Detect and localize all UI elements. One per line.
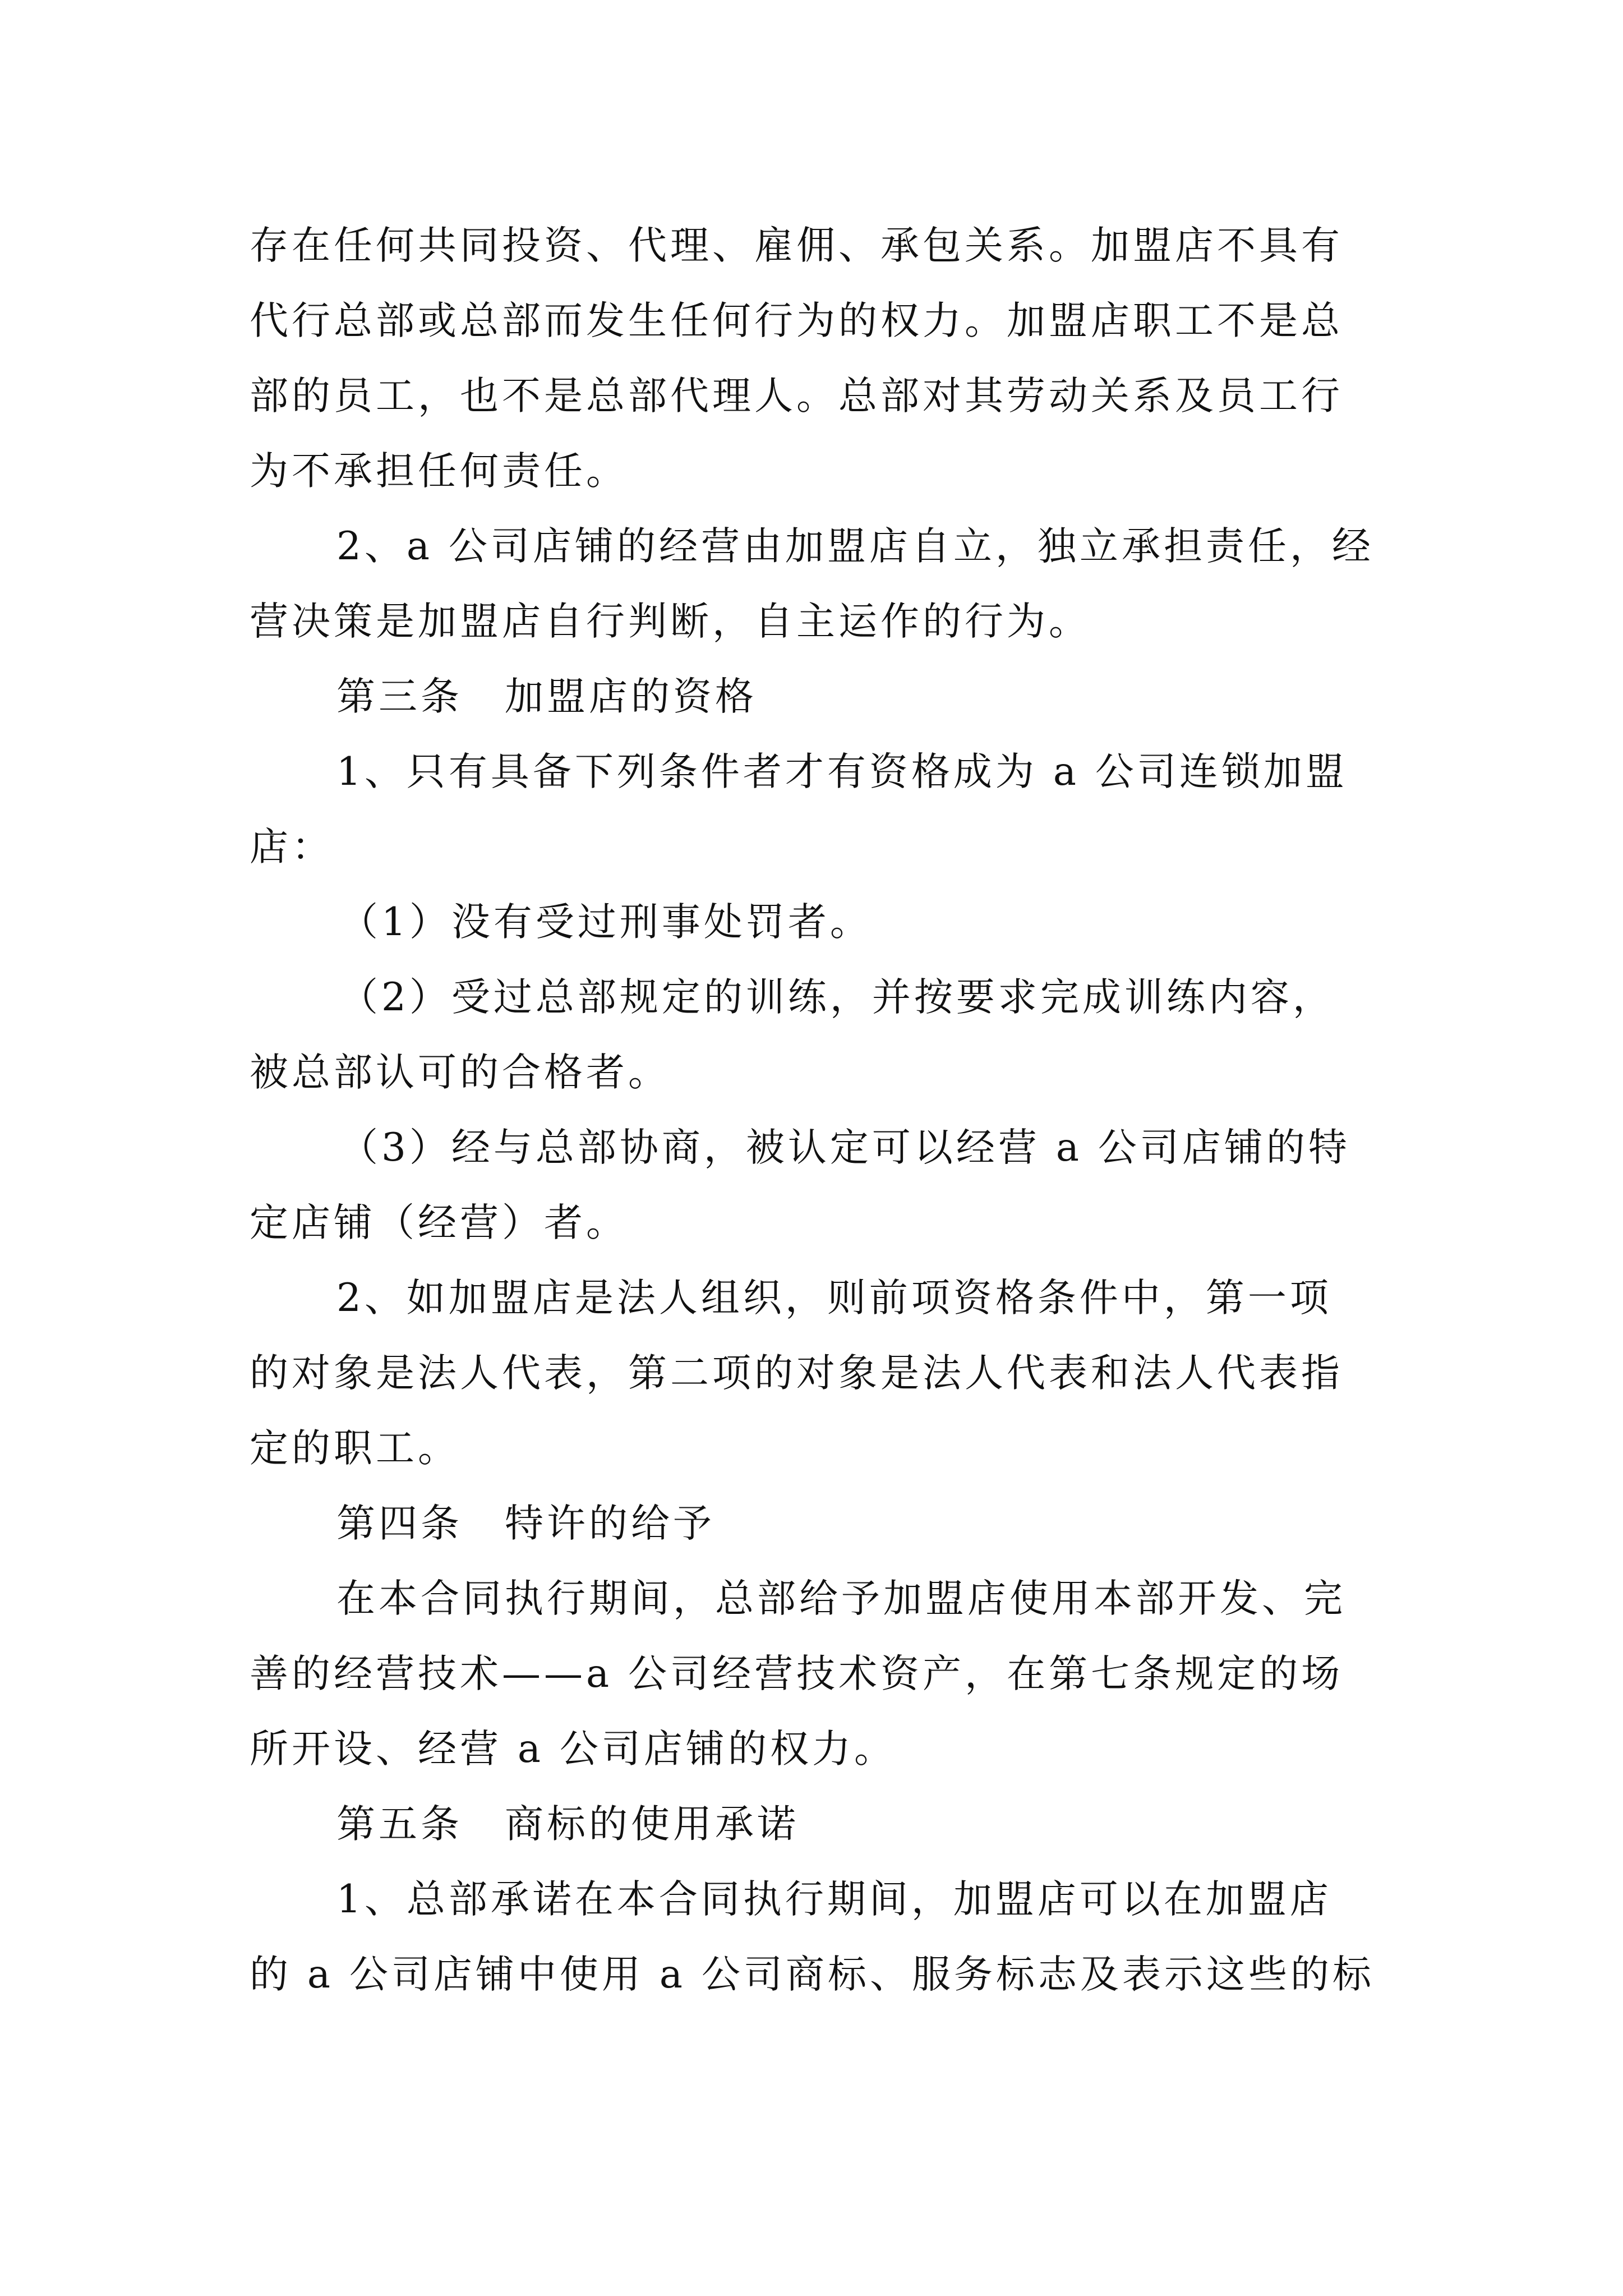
section-heading: 第四条 特许的给予 bbox=[336, 1501, 715, 1546]
text-line: 定的职工。 bbox=[250, 1426, 460, 1471]
text-line: 1、总部承诺在本合同执行期间，加盟店可以在加盟店 bbox=[336, 1877, 1332, 1922]
text-line: 代行总部或总部而发生任何行为的权力。加盟店职工不是总 bbox=[250, 298, 1343, 343]
list-item: （3）经与总部协商，被认定可以经营 a 公司店铺的特 bbox=[339, 1125, 1350, 1170]
text-line: 店： bbox=[250, 825, 334, 869]
text-line: 1、只有具备下列条件者才有资格成为 a 公司连锁加盟 bbox=[336, 749, 1348, 794]
text-line: 营决策是加盟店自行判断，自主运作的行为。 bbox=[250, 599, 1091, 644]
section-heading: 第五条 商标的使用承诺 bbox=[336, 1802, 799, 1847]
text-line: 的对象是法人代表，第二项的对象是法人代表和法人代表指 bbox=[250, 1351, 1343, 1396]
section-heading: 第三条 加盟店的资格 bbox=[336, 674, 757, 719]
text-line: 在本合同执行期间，总部给予加盟店使用本部开发、完 bbox=[336, 1576, 1346, 1621]
text-line: 定店铺（经营）者。 bbox=[250, 1200, 628, 1245]
text-line: 部的员工，也不是总部代理人。总部对其劳动关系及员工行 bbox=[250, 374, 1343, 418]
list-item: （1）没有受过刑事处罚者。 bbox=[339, 900, 872, 945]
text-line: 被总部认可的合格者。 bbox=[250, 1050, 670, 1095]
list-item: （2）受过总部规定的训练，并按要求完成训练内容， bbox=[339, 975, 1335, 1020]
text-line: 存在任何共同投资、代理、雇佣、承包关系。加盟店不具有 bbox=[250, 223, 1343, 268]
text-line: 2、如加盟店是法人组织，则前项资格条件中，第一项 bbox=[336, 1276, 1332, 1320]
text-line: 善的经营技术——a 公司经营技术资产，在第七条规定的场 bbox=[250, 1651, 1344, 1696]
text-line: 的 a 公司店铺中使用 a 公司商标、服务标志及表示这些的标 bbox=[250, 1952, 1375, 1997]
text-line: 为不承担任何责任。 bbox=[250, 449, 628, 494]
text-line: 所开设、经营 a 公司店铺的权力。 bbox=[250, 1727, 897, 1772]
text-line: 2、a 公司店铺的经营由加盟店自立，独立承担责任，经 bbox=[336, 524, 1374, 569]
